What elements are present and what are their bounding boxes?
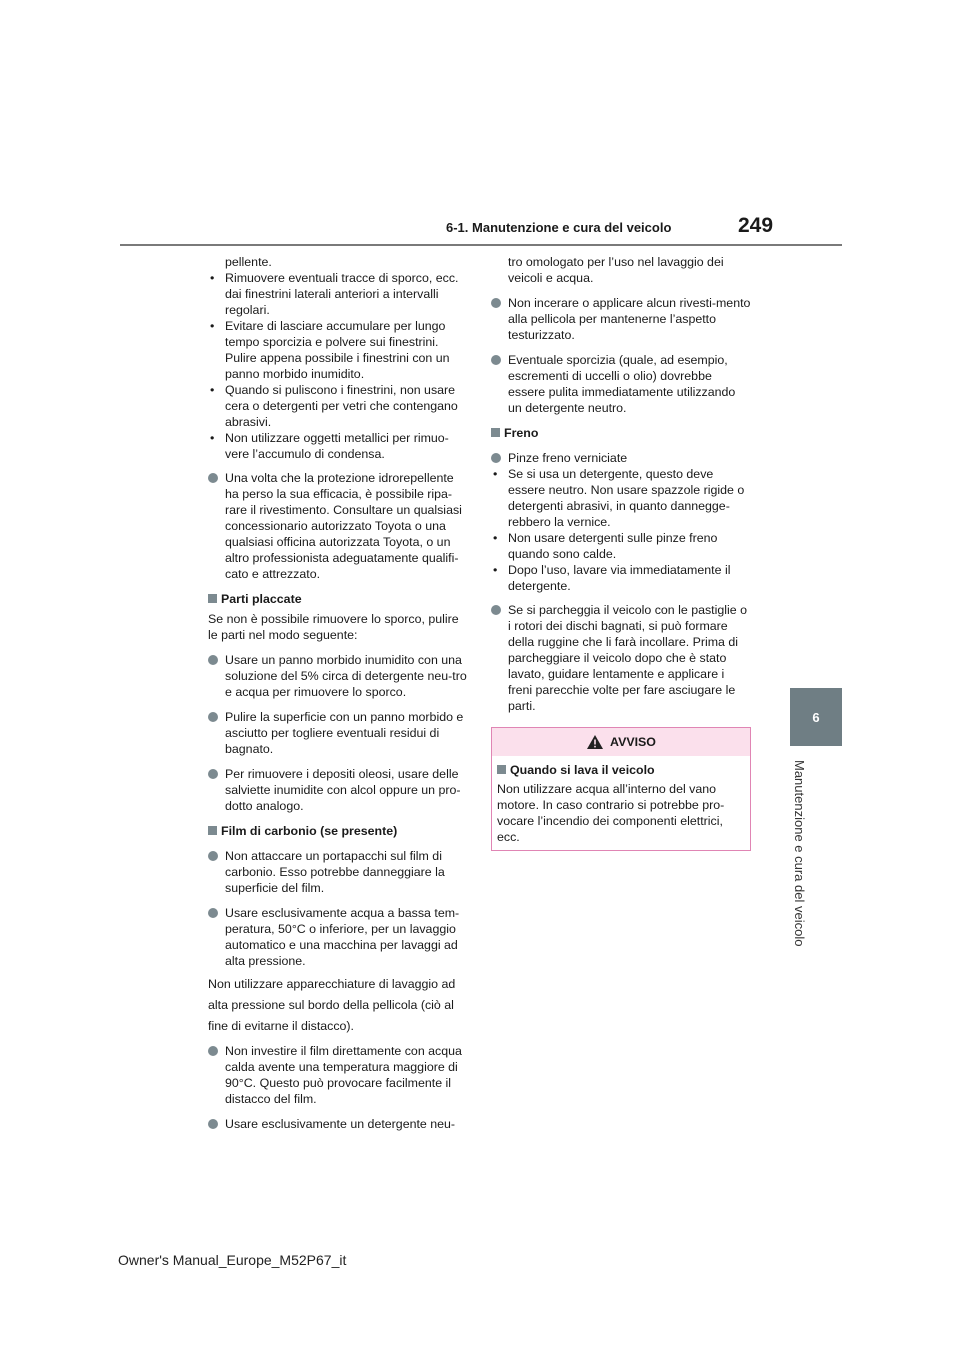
bullet-text: Una volta che la protezione idrorepellente ha perso la sua efficacia, è possibile ripa-rare il rivestimento. Consultare un qualsiasi concessionario autorizzato Toyota o una qualsiasi officina autorizzata Toyota, o un altro professionista adeguatamente qualifi-cato e attrezzato. [225, 471, 462, 581]
bullet-text: Non attaccare un portapacchi sul film di carbonio. Esso potrebbe danneggiare la superficie del film. [225, 849, 445, 895]
bullet-item [208, 1043, 470, 1107]
paragraph-line: fine di evitarne il distacco). [208, 1019, 355, 1033]
bullet-icon [208, 1046, 218, 1056]
section-heading [208, 823, 470, 839]
bullet-icon [491, 298, 501, 308]
bullet-icon [208, 473, 218, 483]
left-column [208, 254, 470, 1141]
bullet-text: Pulire la superficie con un panno morbido e asciutto per togliere eventuali residui di bagnato. [225, 710, 464, 756]
warning-header [492, 728, 750, 756]
chapter-number: 6 [812, 709, 820, 725]
bullet-item [491, 450, 751, 466]
dash-item: • Evitare di lasciare accumulare per lungo tempo sporcizia e polvere sui finestrini. Pulire appena possibile i finestrini con un panno morbido inumidito. [208, 318, 470, 382]
bullet-item [208, 470, 470, 582]
continued-text: pellente. [225, 255, 272, 269]
bullet-text: Usare un panno morbido inumidito con una soluzione del 5% circa di detergente neu-tro e acqua per rimuovere lo sporco. [225, 653, 467, 699]
page-number: 249 [738, 214, 774, 237]
chapter-tab[interactable] [790, 688, 842, 746]
dash-item: • Non utilizzare oggetti metallici per rimuo-vere l’accumulo di condensa. [208, 430, 470, 462]
warning-heading [497, 762, 745, 778]
bullet-text: Usare esclusivamente acqua a bassa tem-peratura, 50°C o inferiore, per un lavaggio automatico e una macchina per lavaggi ad alta pressione. [225, 906, 460, 968]
bullet-icon [208, 655, 218, 665]
warning-title: AVVISO [610, 735, 656, 749]
bullet-icon [208, 712, 218, 722]
bullet-item [208, 652, 470, 700]
dash-item: • Non usare detergenti sulle pinze freno quando sono calde. [491, 530, 751, 562]
dash-item: • Quando si puliscono i finestrini, non usare cera o detergenti per vetri che contengano abrasivi. [208, 382, 470, 430]
bullet-text: Eventuale sporcizia (quale, ad esempio, escrementi di uccelli o olio) dovrebbe essere pulita immediatamente utilizzando un detergente neutro. [508, 353, 736, 415]
bullet-item [208, 848, 470, 896]
square-icon [208, 826, 217, 835]
right-column [491, 254, 751, 723]
heading-text: Freno [504, 426, 539, 440]
warning-box [491, 727, 751, 851]
square-icon [208, 594, 217, 603]
paragraph-line: Non utilizzare apparecchiature di lavaggio ad [208, 977, 456, 991]
heading-text: Quando si lava il veicolo [510, 763, 655, 777]
bullet-icon [208, 1119, 218, 1129]
warning-body [492, 756, 750, 845]
bullet-item [491, 295, 751, 343]
bullet-icon [208, 851, 218, 861]
continued-text: tro omologato per l’uso nel lavaggio dei veicoli e acqua. [508, 255, 724, 285]
heading-text: Film di carbonio (se presente) [221, 824, 398, 838]
bullet-item [208, 905, 470, 969]
bullet-text: Non investire il film direttamente con acqua calda avente una temperatura maggiore di 90°C. Questo può provocare facilmente il distacco del film. [225, 1044, 462, 1106]
bullet-item [208, 1116, 470, 1132]
bullet-item [491, 352, 751, 416]
paragraph [208, 974, 470, 1037]
footer-text: Owner's Manual_Europe_M52P67_it [118, 1252, 347, 1268]
bullet-icon [491, 605, 501, 615]
warning-text: Non utilizzare acqua all’interno del vano motore. In caso contrario si potrebbe pro-vocare l’incendio dei componenti elettrici, ecc. [497, 782, 725, 844]
bullet-text: Usare esclusivamente un detergente neu- [225, 1117, 456, 1131]
dash-item: • Dopo l’uso, lavare via immediatamente il detergente. [491, 562, 751, 594]
bullet-text: Se si parcheggia il veicolo con le pastiglie o i rotori dei dischi bagnati, si può formare della ruggine che li farà incollare. Prima di parcheggiare il veicolo dopo che è stato lavato, guidare lentamente e applicare i freni parecchie volte per fare asciugare le parti. [508, 603, 748, 713]
bullet-icon [208, 769, 218, 779]
section-header: 6-1. Manutenzione e cura del veicolo [446, 220, 672, 235]
bullet-icon [491, 355, 501, 365]
square-icon [491, 428, 500, 437]
bullet-item [208, 709, 470, 757]
dash-item: • Rimuovere eventuali tracce di sporco, ecc. dai finestrini laterali anteriori a intervalli regolari. [208, 270, 470, 318]
paragraph-line: alta pressione sul bordo della pellicola (ciò al [208, 998, 454, 1012]
bullet-icon [491, 453, 501, 463]
header-rule [120, 244, 842, 246]
square-icon [497, 765, 506, 774]
heading-text: Parti placcate [221, 592, 302, 606]
bullet-text: Pinze freno verniciate [508, 451, 628, 465]
warning-triangle-icon [586, 734, 604, 750]
bullet-item [491, 602, 751, 714]
dash-item: • Se si usa un detergente, questo deve essere neutro. Non usare spazzole rigide o detergenti abrasivi, in quanto dannegge-rebbero la vernice. [491, 466, 751, 530]
bullet-item [208, 766, 470, 814]
section-heading [491, 425, 751, 441]
paragraph: Se non è possibile rimuovere lo sporco, pulire le parti nel modo seguente: [208, 612, 459, 642]
chapter-label: Manutenzione e cura del veicolo [792, 760, 807, 947]
bullet-icon [208, 908, 218, 918]
bullet-text: Per rimuovere i depositi oleosi, usare delle salviette inumidite con alcol oppure un pro-dotto analogo. [225, 767, 461, 813]
section-heading [208, 591, 470, 607]
bullet-text: Non incerare o applicare alcun rivesti-mento alla pellicola per mantenerne l’aspetto testurizzato. [508, 296, 751, 342]
